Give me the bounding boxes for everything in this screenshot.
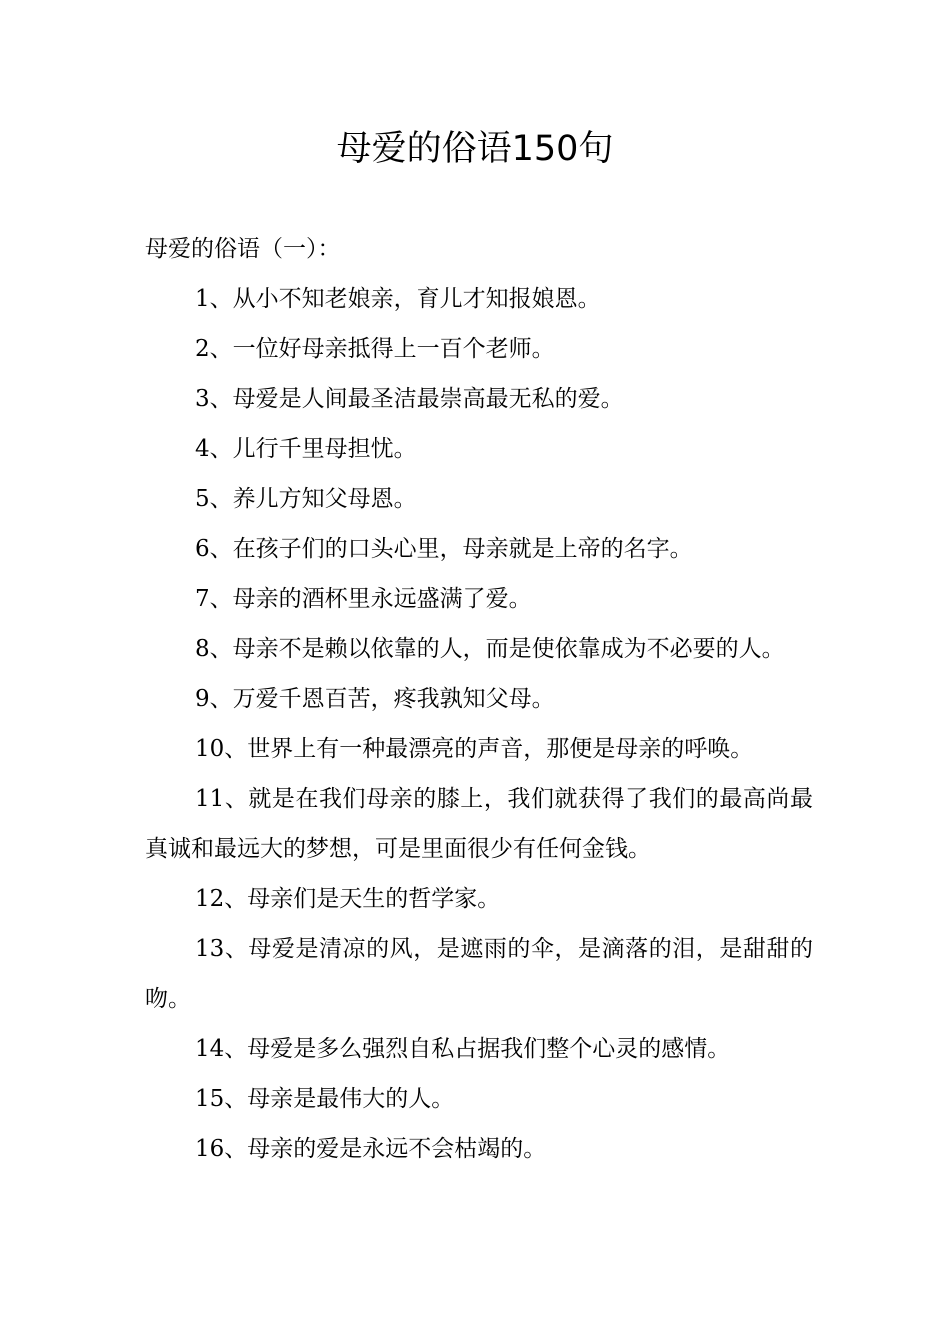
list-item: 6、在孩子们的口头心里，母亲就是上帝的名字。 xyxy=(195,536,693,562)
section-heading: 母爱的俗语（一）： xyxy=(145,236,341,262)
list-item: 13、母爱是清凉的风，是遮雨的伞，是滴落的泪，是甜甜的吻。 xyxy=(145,936,813,1012)
list-item: 7、母亲的酒杯里永远盛满了爱。 xyxy=(195,586,532,612)
list-item: 14、母爱是多么强烈自私占据我们整个心灵的感情。 xyxy=(195,1036,731,1062)
list-item: 12、母亲们是天生的哲学家。 xyxy=(195,886,501,912)
list-item: 8、母亲不是赖以依靠的人，而是使依靠成为不必要的人。 xyxy=(195,636,785,662)
list-item: 10、世界上有一种最漂亮的声音，那便是母亲的呼唤。 xyxy=(195,736,754,762)
list-item: 1、从小不知老娘亲，育儿才知报娘恩。 xyxy=(195,286,601,312)
list-item: 9、万爱千恩百苦，疼我孰知父母。 xyxy=(195,686,555,712)
list-item: 16、母亲的爱是永远不会枯竭的。 xyxy=(195,1136,547,1162)
list-item: 4、儿行千里母担忧。 xyxy=(195,436,417,462)
list-item: 11、就是在我们母亲的膝上，我们就获得了我们的最高尚最真诚和最远大的梦想，可是里面很少有任何金钱。 xyxy=(145,786,813,862)
list-item: 3、母爱是人间最圣洁最崇高最无私的爱。 xyxy=(195,386,624,412)
page-title: 母爱的俗语150句 xyxy=(336,129,614,169)
list-item: 2、一位好母亲抵得上一百个老师。 xyxy=(195,336,555,362)
document-body xyxy=(145,224,813,1174)
list-item: 5、养儿方知父母恩。 xyxy=(195,486,417,512)
list-item: 15、母亲是最伟大的人。 xyxy=(195,1086,455,1112)
